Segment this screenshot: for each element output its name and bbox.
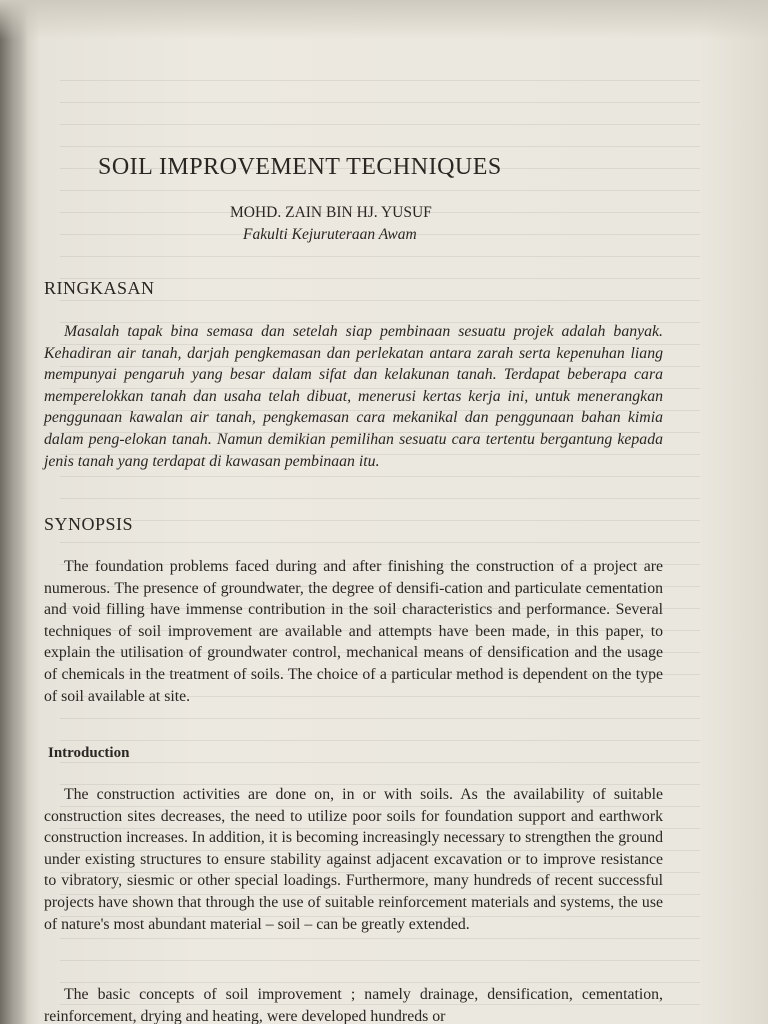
synopsis-body: The foundation problems faced during and after finishing the construction of a project are numerous. The presence of groundwater, the degree of densifi-cation and particulate cementation and void filling have immense contribution in the soil characteristics and performance. Several techniques of soil improvement are available and attempts have been made, in this paper, to explain the utilisation of groundwater control, mechanical means of densification and the usage of chemicals in the treatment of soils. The choice of a particular method is dependent on the type of soil available at site. (44, 558, 663, 705)
author-name: MOHD. ZAIN BIN HJ. YUSUF (230, 204, 432, 221)
ringkasan-body: Masalah tapak bina semasa dan setelah siap pembinaan sesuatu projek adalah banyak. Kehadiran air tanah, darjah pengkemasan dan perlekatan antara zarah serta kepenuhan liang mempunyai pengaruh yang besar dalam sifat dan kelakunan tanah. Terdapat beberapa cara memperelokkan tanah dan usaha telah dibuat, menerusi kertas kerja ini, untuk menerangkan penggunaan kawalan air tanah, pengkemasan cara mekanikal dan penggunaan bahan kimia dalam peng-elokan tanah. Namun demikian pemilihan sesuatu cara tertentu bergantung kepada jenis tanah yang terdapat di kawasan pembinaan itu. (44, 323, 663, 470)
book-spine-shadow (0, 0, 28, 1024)
introduction-paragraph-2: The basic concepts of soil improvement ; namely drainage, densification, cementation, reinforcement, drying and heating, were developed hundreds or (44, 986, 663, 1024)
page-top-shadow (0, 0, 768, 40)
author-affiliation: Fakulti Kejuruteraan Awam (243, 226, 417, 243)
heading-ringkasan: RINGKASAN (44, 278, 155, 298)
introduction-paragraph-1: The construction activities are done on, in or with soils. As the availability of suitable construction sites decreases, the need to utilize poor soils for foundation support and earthwork construction increases. In addition, it is becoming increasingly necessary to strengthen the ground under existing structures to ensure stability against adjacent excavation or to improve resistance to vibratory, siesmic or other special loadings. Furthermore, many hundreds of recent successful projects have shown that through the use of suitable reinforcement materials and systems, the use of nature's most abundant material – soil – can be greatly extended. (44, 786, 663, 933)
heading-synopsis: SYNOPSIS (44, 514, 134, 534)
paper-title: SOIL IMPROVEMENT TECHNIQUES (98, 154, 502, 180)
heading-introduction: Introduction (48, 745, 130, 761)
